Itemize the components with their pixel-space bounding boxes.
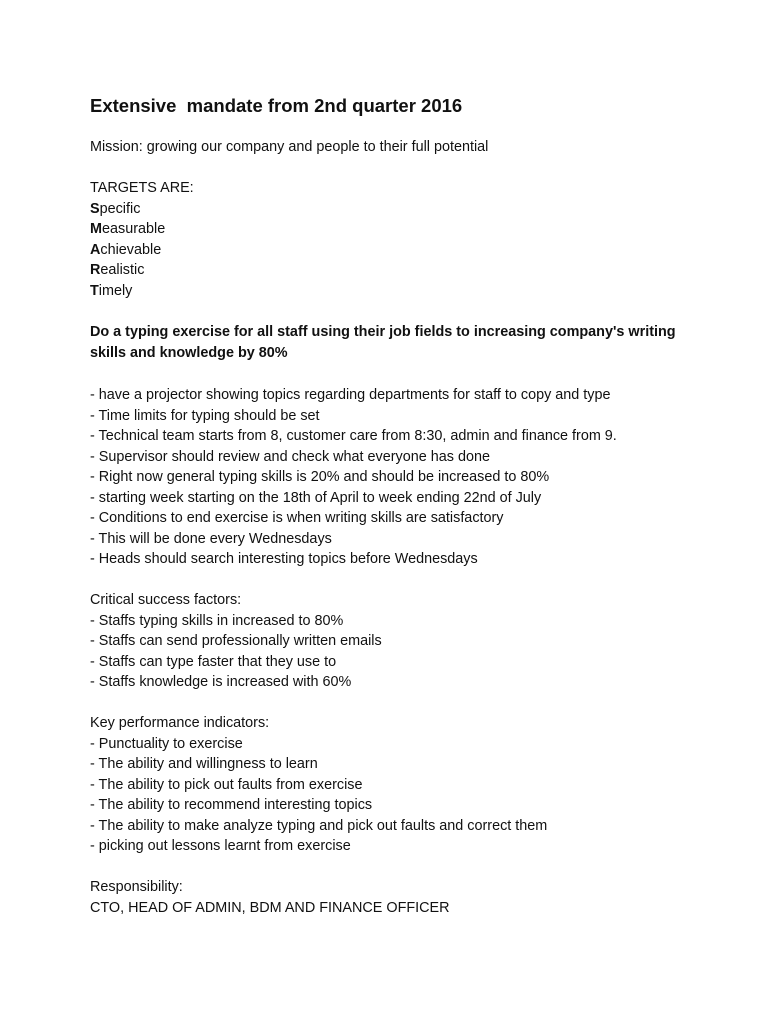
spacer [90,857,708,878]
smart-rest: pecific [99,200,141,217]
smart-rest: easurable [102,221,166,237]
smart-item-specific [90,199,708,220]
list-item: - Supervisor should review and check what everyone has done [90,448,490,465]
responsibility-heading: Responsibility: [90,879,183,895]
spacer [90,365,708,386]
smart-list [90,199,708,302]
kpi-heading: Key performance indicators: [90,715,270,731]
spacer [90,158,708,179]
spacer [90,570,708,591]
list-item: - Staffs can send professionally written emails [90,633,382,649]
smart-rest: chievable [100,241,162,258]
list-item: - Punctuality to exercise [90,735,243,752]
smart-item-achievable [90,240,708,261]
list-item: - Right now general typing skills is 20% and should be increased to 80% [90,469,550,485]
list-item: - Staffs knowledge is increased with 60% [90,674,352,690]
smart-letter: S [90,200,100,217]
smart-item-realistic [90,260,708,281]
list-item: - This will be done every Wednesdays [90,530,332,547]
list-item: - Staffs can type faster that they use to [90,653,337,670]
kpi-list [90,734,708,857]
smart-item-measurable [90,219,708,240]
smart-letter: R [90,262,101,278]
list-item: - The ability and willingness to learn [90,756,318,772]
list-item: - The ability to pick out faults from exercise [90,776,363,793]
csf-heading: Critical success factors: [90,592,242,608]
list-item: - The ability to recommend interesting topics [90,797,373,813]
smart-letter: M [90,221,102,237]
goal-statement: Do a typing exercise for all staff using their job fields to increasing company's writing skills and knowledge by 80% [90,323,676,361]
mission-statement: Mission: growing our company and people to their full potential [90,139,489,155]
list-item: - The ability to make analyze typing and pick out faults and correct them [90,817,548,834]
smart-item-timely [90,281,708,302]
spacer [90,301,708,322]
smart-rest: ealistic [100,262,145,278]
list-item: - starting week starting on the 18th of April to week ending 22nd of July [90,489,542,506]
csf-list [90,611,708,693]
list-item: - Time limits for typing should be set [90,407,320,424]
smart-letter: T [90,282,99,299]
document-title: Extensive mandate from 2nd quarter 2016 [90,95,463,116]
list-item: - picking out lessons learnt from exercise [90,838,351,854]
responsibility-value: CTO, HEAD OF ADMIN, BDM AND FINANCE OFFICER [90,899,450,916]
action-list [90,385,708,570]
smart-letter: A [90,241,101,258]
targets-heading: TARGETS ARE: [90,180,194,196]
list-item: - Technical team starts from 8, customer care from 8:30, admin and finance from 9. [90,428,617,444]
list-item: - Heads should search interesting topics before Wednesdays [90,551,478,567]
spacer [90,693,708,714]
list-item: - Staffs typing skills in increased to 80% [90,612,344,629]
list-item: - Conditions to end exercise is when writing skills are satisfactory [90,510,504,526]
list-item: - have a projector showing topics regarding departments for staff to copy and type [90,387,611,403]
smart-rest: imely [98,282,133,299]
